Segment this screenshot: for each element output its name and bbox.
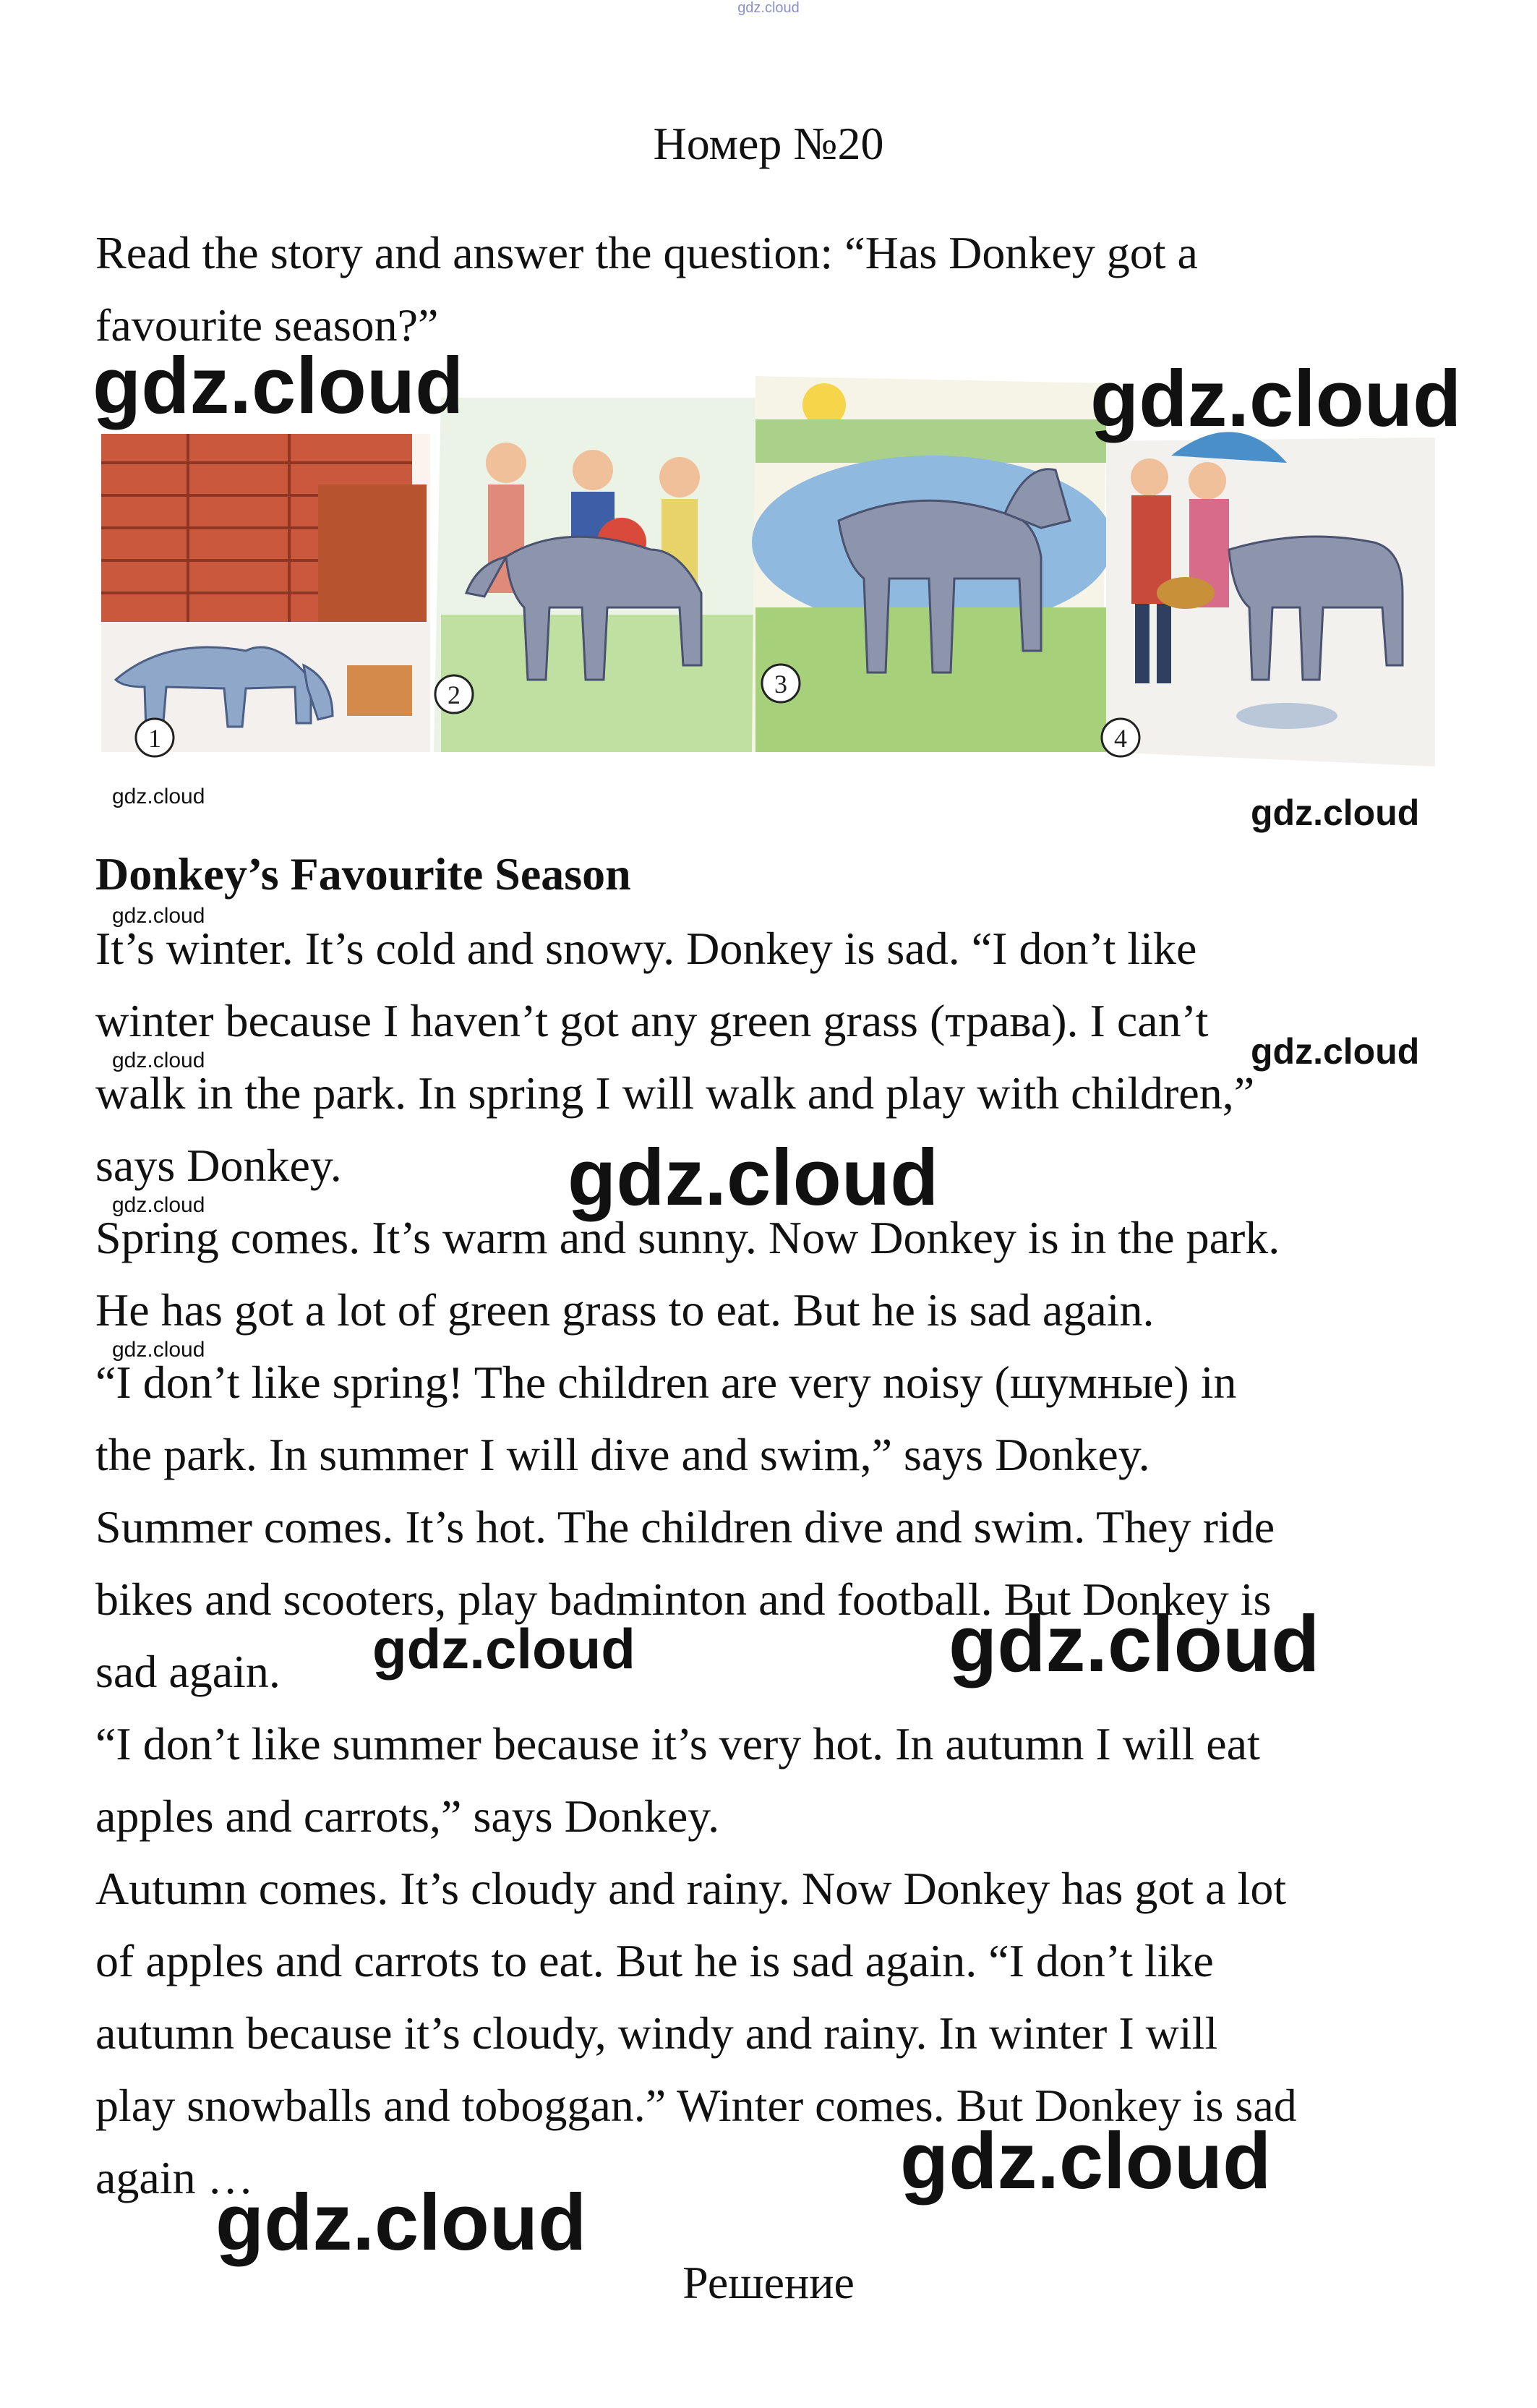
panel-number: 4 xyxy=(1114,724,1127,753)
watermark: gdz.cloud xyxy=(112,1338,205,1362)
watermark: gdz.cloud xyxy=(372,1617,635,1681)
story-line: again … xyxy=(95,2152,254,2203)
story-line: It’s winter. It’s cold and snowy. Donkey is sad. “I don’t like xyxy=(95,923,1197,974)
solution-label: Решение xyxy=(682,2257,855,2308)
story-line: apples and carrots,” says Donkey. xyxy=(95,1790,720,1842)
panel-autumn xyxy=(1106,432,1435,767)
watermark: gdz.cloud xyxy=(1090,354,1462,443)
story-line: Autumn comes. It’s cloudy and rainy. Now Donkey has got a lot xyxy=(95,1863,1287,1914)
task-line: Read the story and answer the question: “Has Donkey got a xyxy=(95,227,1198,278)
story-line: bikes and scooters, play badminton and football. But Donkey is xyxy=(95,1574,1272,1625)
story-line: autumn because it’s cloudy, windy and rainy. In winter I will xyxy=(95,2007,1218,2059)
watermark: gdz.cloud xyxy=(215,2178,587,2267)
page-title: Номер №20 xyxy=(653,118,884,169)
story-line: Spring comes. It’s warm and sunny. Now Donkey is in the park. xyxy=(95,1212,1280,1263)
story-line: Summer comes. It’s hot. The children dive and swim. They ride xyxy=(95,1501,1275,1553)
watermark: gdz.cloud xyxy=(568,1133,939,1222)
panel-number-badge xyxy=(1102,719,1139,756)
task-line: favourite season?” xyxy=(95,299,439,351)
panel-number-badge xyxy=(136,719,174,756)
panel-number: 2 xyxy=(448,680,461,709)
watermark: gdz.cloud xyxy=(949,1600,1320,1688)
panel-summer xyxy=(752,376,1113,752)
story-title: Donkey’s Favourite Season xyxy=(95,848,631,900)
story-line: winter because I haven’t got any green grass (трава). I can’t xyxy=(95,995,1209,1046)
story-line: “I don’t like spring! The children are very noisy (шумные) in xyxy=(95,1357,1237,1408)
watermark: gdz.cloud xyxy=(112,785,205,808)
story-line: the park. In summer I will dive and swim,” says Donkey. xyxy=(95,1429,1150,1480)
watermark: gdz.cloud xyxy=(93,341,464,430)
story-line: “I don’t like summer because it’s very hot. In autumn I will eat xyxy=(95,1718,1260,1769)
watermark: gdz.cloud xyxy=(1251,793,1420,833)
panel-number-badge xyxy=(435,675,473,713)
watermark: gdz.cloud xyxy=(112,904,205,928)
watermark: gdz.cloud xyxy=(112,1193,205,1217)
panel-winter xyxy=(101,434,430,752)
watermark: gdz.cloud xyxy=(900,2117,1272,2206)
panel-number: 3 xyxy=(774,670,787,699)
story-line: of apples and carrots to eat. But he is sad again. “I don’t like xyxy=(95,1935,1214,1986)
story-line: play snowballs and toboggan.” Winter comes. But Donkey is sad xyxy=(95,2080,1297,2131)
story-line: says Donkey. xyxy=(95,1140,342,1191)
story-line: walk in the park. In spring I will walk and play with children,” xyxy=(95,1067,1255,1119)
watermark: gdz.cloud xyxy=(1251,1031,1420,1072)
story-line: sad again. xyxy=(95,1646,281,1697)
top-watermark: gdz.cloud xyxy=(737,0,800,16)
story-line: He has got a lot of green grass to eat. But he is sad again. xyxy=(95,1284,1155,1336)
panel-number: 1 xyxy=(148,724,161,753)
panel-number-badge xyxy=(762,665,800,702)
panel-spring xyxy=(434,398,755,752)
watermark: gdz.cloud xyxy=(112,1049,205,1072)
story-body xyxy=(95,913,1455,2214)
